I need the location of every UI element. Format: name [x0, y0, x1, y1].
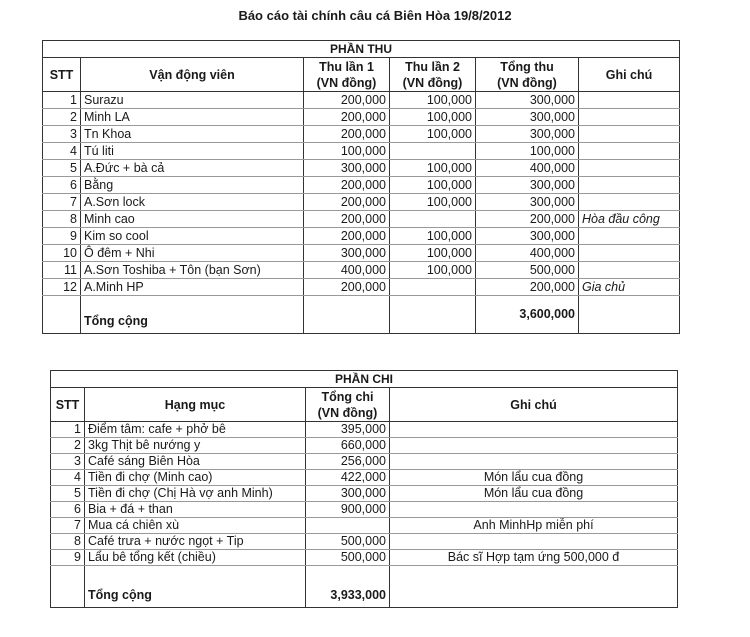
income-row	[43, 194, 680, 211]
col-collect1: Thu lần 1 (VN đồng)	[304, 58, 390, 92]
row-collect2: 100,000	[390, 126, 476, 143]
income-row	[43, 245, 680, 262]
row-total-expense: 660,000	[306, 438, 390, 454]
row-athlete: Minh LA	[81, 109, 304, 126]
row-stt: 3	[51, 454, 85, 470]
row-stt: 2	[43, 109, 81, 126]
expense-row	[51, 438, 678, 454]
row-athlete: Tn Khoa	[81, 126, 304, 143]
row-total-expense: 256,000	[306, 454, 390, 470]
row-stt: 8	[51, 534, 85, 550]
row-stt: 5	[51, 486, 85, 502]
row-note	[390, 454, 678, 470]
row-note	[390, 502, 678, 518]
expense-row	[51, 502, 678, 518]
income-total-value: 3,600,000	[476, 296, 579, 334]
row-total-income: 400,000	[476, 160, 579, 177]
income-row	[43, 92, 680, 109]
income-row	[43, 109, 680, 126]
row-stt: 4	[51, 470, 85, 486]
row-stt: 9	[43, 228, 81, 245]
income-row	[43, 126, 680, 143]
row-total-income: 200,000	[476, 279, 579, 296]
row-stt: 11	[43, 262, 81, 279]
row-stt: 7	[43, 194, 81, 211]
row-total-income: 200,000	[476, 211, 579, 228]
row-collect1: 200,000	[304, 194, 390, 211]
row-total-income: 500,000	[476, 262, 579, 279]
income-total-label: Tổng cộng	[81, 296, 304, 334]
col-stt: STT	[51, 388, 85, 422]
income-table	[42, 40, 680, 334]
row-athlete: A.Đức + bà cả	[81, 160, 304, 177]
row-collect2: 100,000	[390, 109, 476, 126]
row-item: Tiền đi chợ (Minh cao)	[85, 470, 306, 486]
row-stt: 10	[43, 245, 81, 262]
row-athlete: Kim so cool	[81, 228, 304, 245]
row-item: Mua cá chiên xù	[85, 518, 306, 534]
row-note	[579, 194, 680, 211]
row-athlete: Tú liti	[81, 143, 304, 160]
row-collect2: 100,000	[390, 245, 476, 262]
row-athlete: A.Sơn lock	[81, 194, 304, 211]
income-row	[43, 143, 680, 160]
row-note: Hòa đầu công	[579, 211, 680, 228]
row-total-income: 300,000	[476, 228, 579, 245]
row-collect2: 100,000	[390, 177, 476, 194]
expense-row	[51, 486, 678, 502]
row-note	[579, 177, 680, 194]
row-item: Café sáng Biên Hòa	[85, 454, 306, 470]
row-note	[390, 422, 678, 438]
row-collect1: 200,000	[304, 126, 390, 143]
row-total-expense: 422,000	[306, 470, 390, 486]
col-stt: STT	[43, 58, 81, 92]
row-note	[579, 126, 680, 143]
row-collect1: 100,000	[304, 143, 390, 160]
row-athlete: Ô đêm + Nhi	[81, 245, 304, 262]
col-total-expense: Tổng chi (VN đồng)	[306, 388, 390, 422]
expense-total-value: 3,933,000	[306, 566, 390, 608]
income-row	[43, 228, 680, 245]
row-collect2: 100,000	[390, 228, 476, 245]
row-athlete: Minh cao	[81, 211, 304, 228]
row-stt: 6	[51, 502, 85, 518]
row-collect2: 100,000	[390, 160, 476, 177]
row-note: Gia chủ	[579, 279, 680, 296]
row-total-income: 400,000	[476, 245, 579, 262]
col-note: Ghi chú	[390, 388, 678, 422]
row-note: Anh MinhHp miễn phí	[390, 518, 678, 534]
row-stt: 4	[43, 143, 81, 160]
row-collect2: 100,000	[390, 194, 476, 211]
income-row	[43, 211, 680, 228]
col-total-income: Tổng thu (VN đồng)	[476, 58, 579, 92]
row-total-expense: 500,000	[306, 550, 390, 566]
row-athlete: Bằng	[81, 177, 304, 194]
row-total-expense: 500,000	[306, 534, 390, 550]
row-total-income: 300,000	[476, 109, 579, 126]
row-stt: 7	[51, 518, 85, 534]
row-item: Café trưa + nước ngọt + Tip	[85, 534, 306, 550]
expense-section-title: PHẦN CHI	[51, 371, 678, 388]
row-stt: 2	[51, 438, 85, 454]
expense-row	[51, 454, 678, 470]
row-note	[579, 160, 680, 177]
row-collect1: 200,000	[304, 211, 390, 228]
row-stt: 5	[43, 160, 81, 177]
row-total-income: 300,000	[476, 126, 579, 143]
row-total-expense: 395,000	[306, 422, 390, 438]
col-athlete: Vận động viên	[81, 58, 304, 92]
row-collect1: 200,000	[304, 279, 390, 296]
row-stt: 8	[43, 211, 81, 228]
expense-table	[50, 370, 678, 608]
expense-row	[51, 518, 678, 534]
expense-row	[51, 470, 678, 486]
row-note	[579, 109, 680, 126]
row-item: 3kg Thịt bê nướng y	[85, 438, 306, 454]
row-note	[390, 438, 678, 454]
row-stt: 1	[51, 422, 85, 438]
col-note: Ghi chú	[579, 58, 680, 92]
row-note	[579, 228, 680, 245]
row-item: Điểm tâm: cafe + phở bê	[85, 422, 306, 438]
income-row	[43, 279, 680, 296]
income-section-title: PHẦN THU	[43, 41, 680, 58]
row-note	[390, 534, 678, 550]
row-collect1: 200,000	[304, 92, 390, 109]
row-note: Bác sĩ Hợp tạm ứng 500,000 đ	[390, 550, 678, 566]
row-collect1: 200,000	[304, 228, 390, 245]
row-collect1: 400,000	[304, 262, 390, 279]
row-note: Món lẩu cua đồng	[390, 470, 678, 486]
row-collect1: 300,000	[304, 245, 390, 262]
row-collect2	[390, 211, 476, 228]
expense-row	[51, 422, 678, 438]
row-total-income: 300,000	[476, 194, 579, 211]
row-collect2	[390, 279, 476, 296]
row-collect1: 300,000	[304, 160, 390, 177]
row-note: Món lẩu cua đồng	[390, 486, 678, 502]
row-note	[579, 143, 680, 160]
row-stt: 1	[43, 92, 81, 109]
row-athlete: A.Sơn Toshiba + Tôn (bạn Sơn)	[81, 262, 304, 279]
row-athlete: A.Minh HP	[81, 279, 304, 296]
income-row	[43, 160, 680, 177]
row-note	[579, 92, 680, 109]
row-total-expense: 900,000	[306, 502, 390, 518]
row-total-expense	[306, 518, 390, 534]
row-stt: 9	[51, 550, 85, 566]
expense-total-label: Tổng cộng	[85, 566, 306, 608]
row-collect2: 100,000	[390, 92, 476, 109]
row-stt: 3	[43, 126, 81, 143]
row-collect2: 100,000	[390, 262, 476, 279]
report-title: Báo cáo tài chính câu cá Biên Hòa 19/8/2012	[238, 8, 512, 23]
row-collect2	[390, 143, 476, 160]
col-item: Hạng mục	[85, 388, 306, 422]
row-note	[579, 245, 680, 262]
row-collect1: 200,000	[304, 109, 390, 126]
expense-total-row	[51, 566, 678, 608]
row-collect1: 200,000	[304, 177, 390, 194]
income-total-row	[43, 296, 680, 334]
row-total-income: 300,000	[476, 92, 579, 109]
row-total-expense: 300,000	[306, 486, 390, 502]
row-stt: 6	[43, 177, 81, 194]
row-total-income: 100,000	[476, 143, 579, 160]
row-item: Bia + đá + than	[85, 502, 306, 518]
row-item: Lẩu bê tổng kết (chiều)	[85, 550, 306, 566]
expense-row	[51, 550, 678, 566]
row-athlete: Surazu	[81, 92, 304, 109]
row-stt: 12	[43, 279, 81, 296]
col-collect2: Thu lần 2 (VN đồng)	[390, 58, 476, 92]
row-item: Tiền đi chợ (Chị Hà vợ anh Minh)	[85, 486, 306, 502]
income-row	[43, 262, 680, 279]
income-row	[43, 177, 680, 194]
row-total-income: 300,000	[476, 177, 579, 194]
expense-row	[51, 534, 678, 550]
row-note	[579, 262, 680, 279]
